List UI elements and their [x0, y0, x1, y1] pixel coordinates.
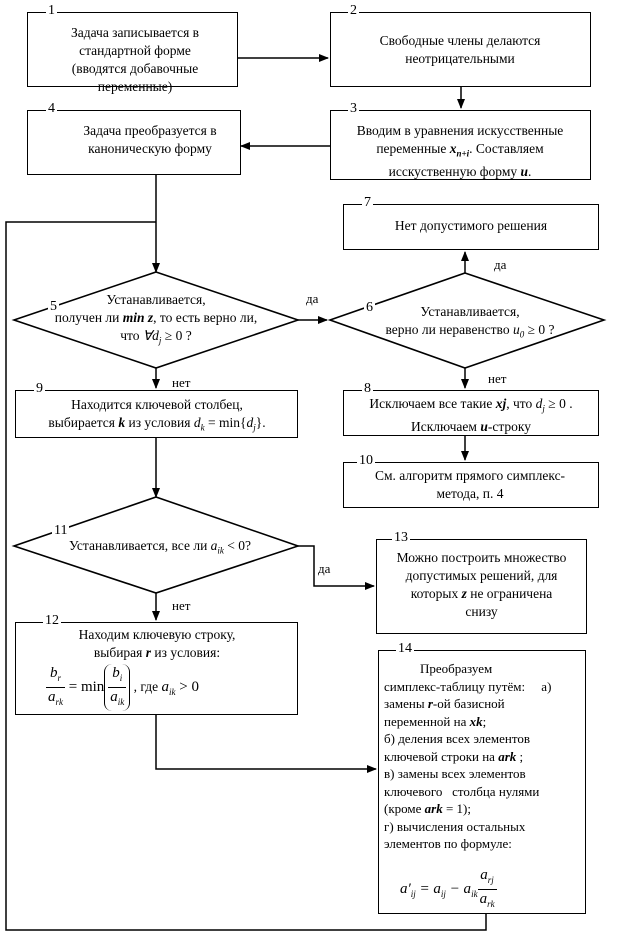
- box-14-f-den: a: [479, 891, 488, 907]
- box-12-br-sub: r: [57, 673, 61, 683]
- box-14-line-10: г) вычисления остальных: [384, 818, 526, 834]
- box-14-f-num: a: [480, 867, 488, 883]
- step-number-10: 10: [359, 453, 373, 468]
- box-14-ark-2: ark: [424, 801, 443, 816]
- box-14-f-lhs: a′: [400, 880, 411, 897]
- box-9-eq: = min: [204, 415, 240, 430]
- box-13-line-4: снизу: [465, 604, 498, 619]
- box-9-line-2b: из условия: [125, 415, 194, 430]
- box-12-aik3: a: [161, 678, 170, 695]
- box-13-text: [378, 549, 585, 621]
- box-14-line-8: ключевого столбца нулями: [384, 783, 540, 799]
- label-yes-5-6: да: [306, 291, 319, 306]
- arrow-12-to-14: [156, 715, 376, 769]
- box-14-line-9b: = 1);: [442, 801, 471, 816]
- box-10-text: См. алгоритм прямого симплекс-метода, п. 4: [374, 468, 566, 501]
- box-12-bi: b: [112, 665, 120, 681]
- decision-11-rest: < 0: [223, 538, 246, 553]
- decision-5-line-1: Устанавливается,: [106, 292, 206, 307]
- box-14-line-4b: ;: [482, 713, 487, 729]
- box-12-r-var: r: [145, 645, 152, 660]
- box-9-dk-sub: k: [200, 422, 205, 433]
- box-12-frac-bi-aik: [108, 664, 126, 711]
- box-12-aik: a: [110, 689, 118, 705]
- box-12-where: , где: [130, 678, 162, 694]
- box-14-line-9a: (кроме: [384, 801, 425, 816]
- decision-5-line-3a: что: [120, 328, 143, 343]
- step-number-14: 14: [398, 641, 412, 656]
- box-14-line-6b: ;: [516, 748, 524, 764]
- box-8-line-2a: Исключаем: [411, 418, 481, 434]
- box-14-line-5: б) деления всех элементов: [384, 731, 531, 746]
- box-14-line-4a: переменной на: [384, 713, 470, 729]
- decision-6-u0-rest: ≥ 0: [524, 322, 546, 337]
- step-number-5: 5: [50, 299, 57, 314]
- box-13-line-1: Можно построить множество: [396, 550, 567, 565]
- box-14-ark: ark: [498, 748, 517, 764]
- step-number-6: 6: [366, 300, 373, 315]
- label-no-6-8: нет: [488, 371, 507, 386]
- box-14-f-minus-sub: ik: [471, 888, 478, 899]
- box-14-f-frac: [478, 866, 497, 913]
- step-number-12: 12: [45, 613, 59, 628]
- decision-11-aik-sub: ik: [217, 545, 224, 556]
- box-8-line-1a: Исключаем все такие: [369, 396, 496, 411]
- decision-5-cond: ∀d: [142, 328, 159, 343]
- box-3-text: [335, 122, 585, 181]
- box-14-line-3b: -ой базисной: [432, 696, 505, 711]
- box-9-brace-right: }: [255, 415, 263, 430]
- decision-5-cond-sub: j: [158, 335, 162, 346]
- box-3-u-var: u: [520, 163, 529, 179]
- label-no-5-9: нет: [172, 375, 191, 390]
- box-12-line-2a: выбирая: [93, 645, 146, 660]
- decision-6-line-2a: верно ли неравенство: [385, 322, 513, 337]
- box-12-gt: > 0: [175, 678, 199, 695]
- box-8-dj: d: [535, 396, 543, 411]
- box-4-text: Задача преобразуется в каноническую форму: [83, 123, 217, 156]
- box-13-line-3a: которых: [410, 586, 462, 601]
- decision-5-minz: min z: [122, 310, 154, 325]
- box-14-f-eq-sub: ij: [440, 888, 446, 899]
- box-14-f-den-sub: rk: [487, 899, 495, 909]
- decision-6-line-1: Устанавливается,: [420, 304, 520, 319]
- step-number-8: 8: [364, 381, 371, 396]
- box-14-f-eq: = a: [415, 880, 441, 897]
- decision-5-q: ?: [182, 328, 192, 343]
- box-3-line-2a: переменные: [376, 141, 450, 156]
- box-12-bi-sub: i: [119, 673, 123, 683]
- box-3-x-sub: n+i: [456, 148, 470, 159]
- box-13-line-2: допустимых решений, для: [405, 568, 558, 583]
- box-8-dj-sub: j: [542, 403, 545, 414]
- box-12-eq: = min: [65, 678, 105, 695]
- box-12-text: [18, 626, 296, 662]
- step-number-7: 7: [364, 195, 371, 210]
- step-number-2: 2: [350, 3, 357, 18]
- box-12-aik-sub: ik: [117, 697, 125, 707]
- box-12-line-1: Находим ключевую строку,: [78, 627, 236, 642]
- box-3-line-3a: исскуственную форму: [388, 163, 521, 179]
- box-9-text: [18, 396, 296, 437]
- box-14-line-7: в) замены всех элементов: [384, 766, 526, 781]
- box-8-line-2b: -строку: [487, 418, 531, 434]
- box-3-line-3b: .: [528, 163, 532, 179]
- box-1-text: Задача записывается в стандартной форме (вводятся добавочные переменные): [70, 25, 200, 94]
- box-9-dot: .: [262, 415, 266, 430]
- box-9-line-1: Находится ключевой столбец,: [71, 397, 243, 412]
- box-9-dj-sub: j: [253, 422, 256, 433]
- box-9-dk: d: [193, 415, 201, 430]
- decision-5-line-2a: получен ли: [54, 310, 123, 325]
- decision-6-u0: u: [512, 322, 520, 337]
- decision-6-u0-sub: 0: [519, 329, 525, 340]
- box-8-text: [345, 395, 597, 436]
- box-8-xj: xj: [495, 396, 507, 411]
- box-8-u-var: u: [480, 418, 488, 434]
- step-number-1: 1: [48, 3, 55, 18]
- box-14-r-var: r: [427, 696, 433, 711]
- box-14-line-11: элементов по формуле:: [384, 836, 512, 851]
- decision-5-line-2b: , то есть верно ли,: [153, 310, 258, 325]
- box-14-f-lhs-sub: ij: [410, 888, 416, 899]
- box-14-text: [384, 660, 584, 853]
- box-14-line-6a: ключевой строки на: [384, 748, 499, 764]
- step-number-13: 13: [394, 530, 408, 545]
- box-12-line-2b: из условия:: [151, 645, 221, 660]
- box-8-dj-rest: ≥ 0: [544, 396, 566, 411]
- box-12-ark: a: [48, 689, 56, 705]
- decision-11-q: ?: [245, 538, 252, 553]
- box-12-ark-sub: rk: [55, 697, 63, 707]
- box-9-dj: d: [246, 415, 254, 430]
- step-number-4: 4: [48, 101, 55, 116]
- box-14-xk: xk: [469, 713, 483, 729]
- box-14-formula: [400, 866, 580, 913]
- label-yes-6-7: да: [494, 257, 507, 272]
- box-7-text: Нет допустимого решения: [394, 218, 548, 233]
- decision-6-q: ?: [545, 322, 555, 337]
- box-12-aik3-sub: ik: [169, 686, 176, 697]
- box-3-line-2b: . Составляем: [469, 141, 544, 156]
- step-number-9: 9: [36, 381, 43, 396]
- box-9-brace-left: {: [239, 415, 247, 430]
- box-9-k-var: k: [118, 415, 126, 430]
- box-2-text: Свободные члены делаются неотрицательными: [379, 33, 541, 66]
- decision-5-text: [40, 291, 272, 350]
- box-14-f-minus: − a: [445, 880, 472, 897]
- box-13-z-var: z: [461, 586, 467, 601]
- decision-11-line-1a: Устанавливается, все ли: [68, 538, 211, 553]
- decision-6-text: [360, 300, 580, 344]
- decision-11-text: [40, 537, 280, 560]
- box-13-line-3b: не ограничена: [466, 586, 553, 601]
- box-14-line-2: симплекс-таблицу путём: а): [384, 678, 552, 694]
- decision-5-cond-rest: ≥ 0: [161, 328, 183, 343]
- box-3-line-1: Вводим в уравнения искусственные: [356, 123, 564, 138]
- label-no-11-12: нет: [172, 598, 191, 613]
- decision-11-aik: a: [210, 538, 218, 553]
- box-12-frac-br-ark: [46, 664, 65, 711]
- box-14-f-num-sub: rj: [487, 875, 494, 885]
- step-number-3: 3: [350, 101, 357, 116]
- box-9-line-2a: выбирается: [48, 415, 119, 430]
- step-number-11: 11: [54, 523, 68, 538]
- box-3-x-var: x: [449, 141, 457, 156]
- box-12-brace: [104, 664, 130, 711]
- box-12-br: b: [49, 665, 58, 681]
- label-yes-11-13: да: [318, 561, 331, 576]
- arrow-11-to-13: [298, 546, 374, 586]
- box-14-line-3a: замены: [384, 696, 428, 711]
- box-8-line-1b: , что: [506, 396, 536, 411]
- box-8-line-1c: .: [565, 396, 573, 411]
- box-12-formula: [46, 664, 286, 711]
- box-14-line-1: Преобразуем: [420, 661, 493, 676]
